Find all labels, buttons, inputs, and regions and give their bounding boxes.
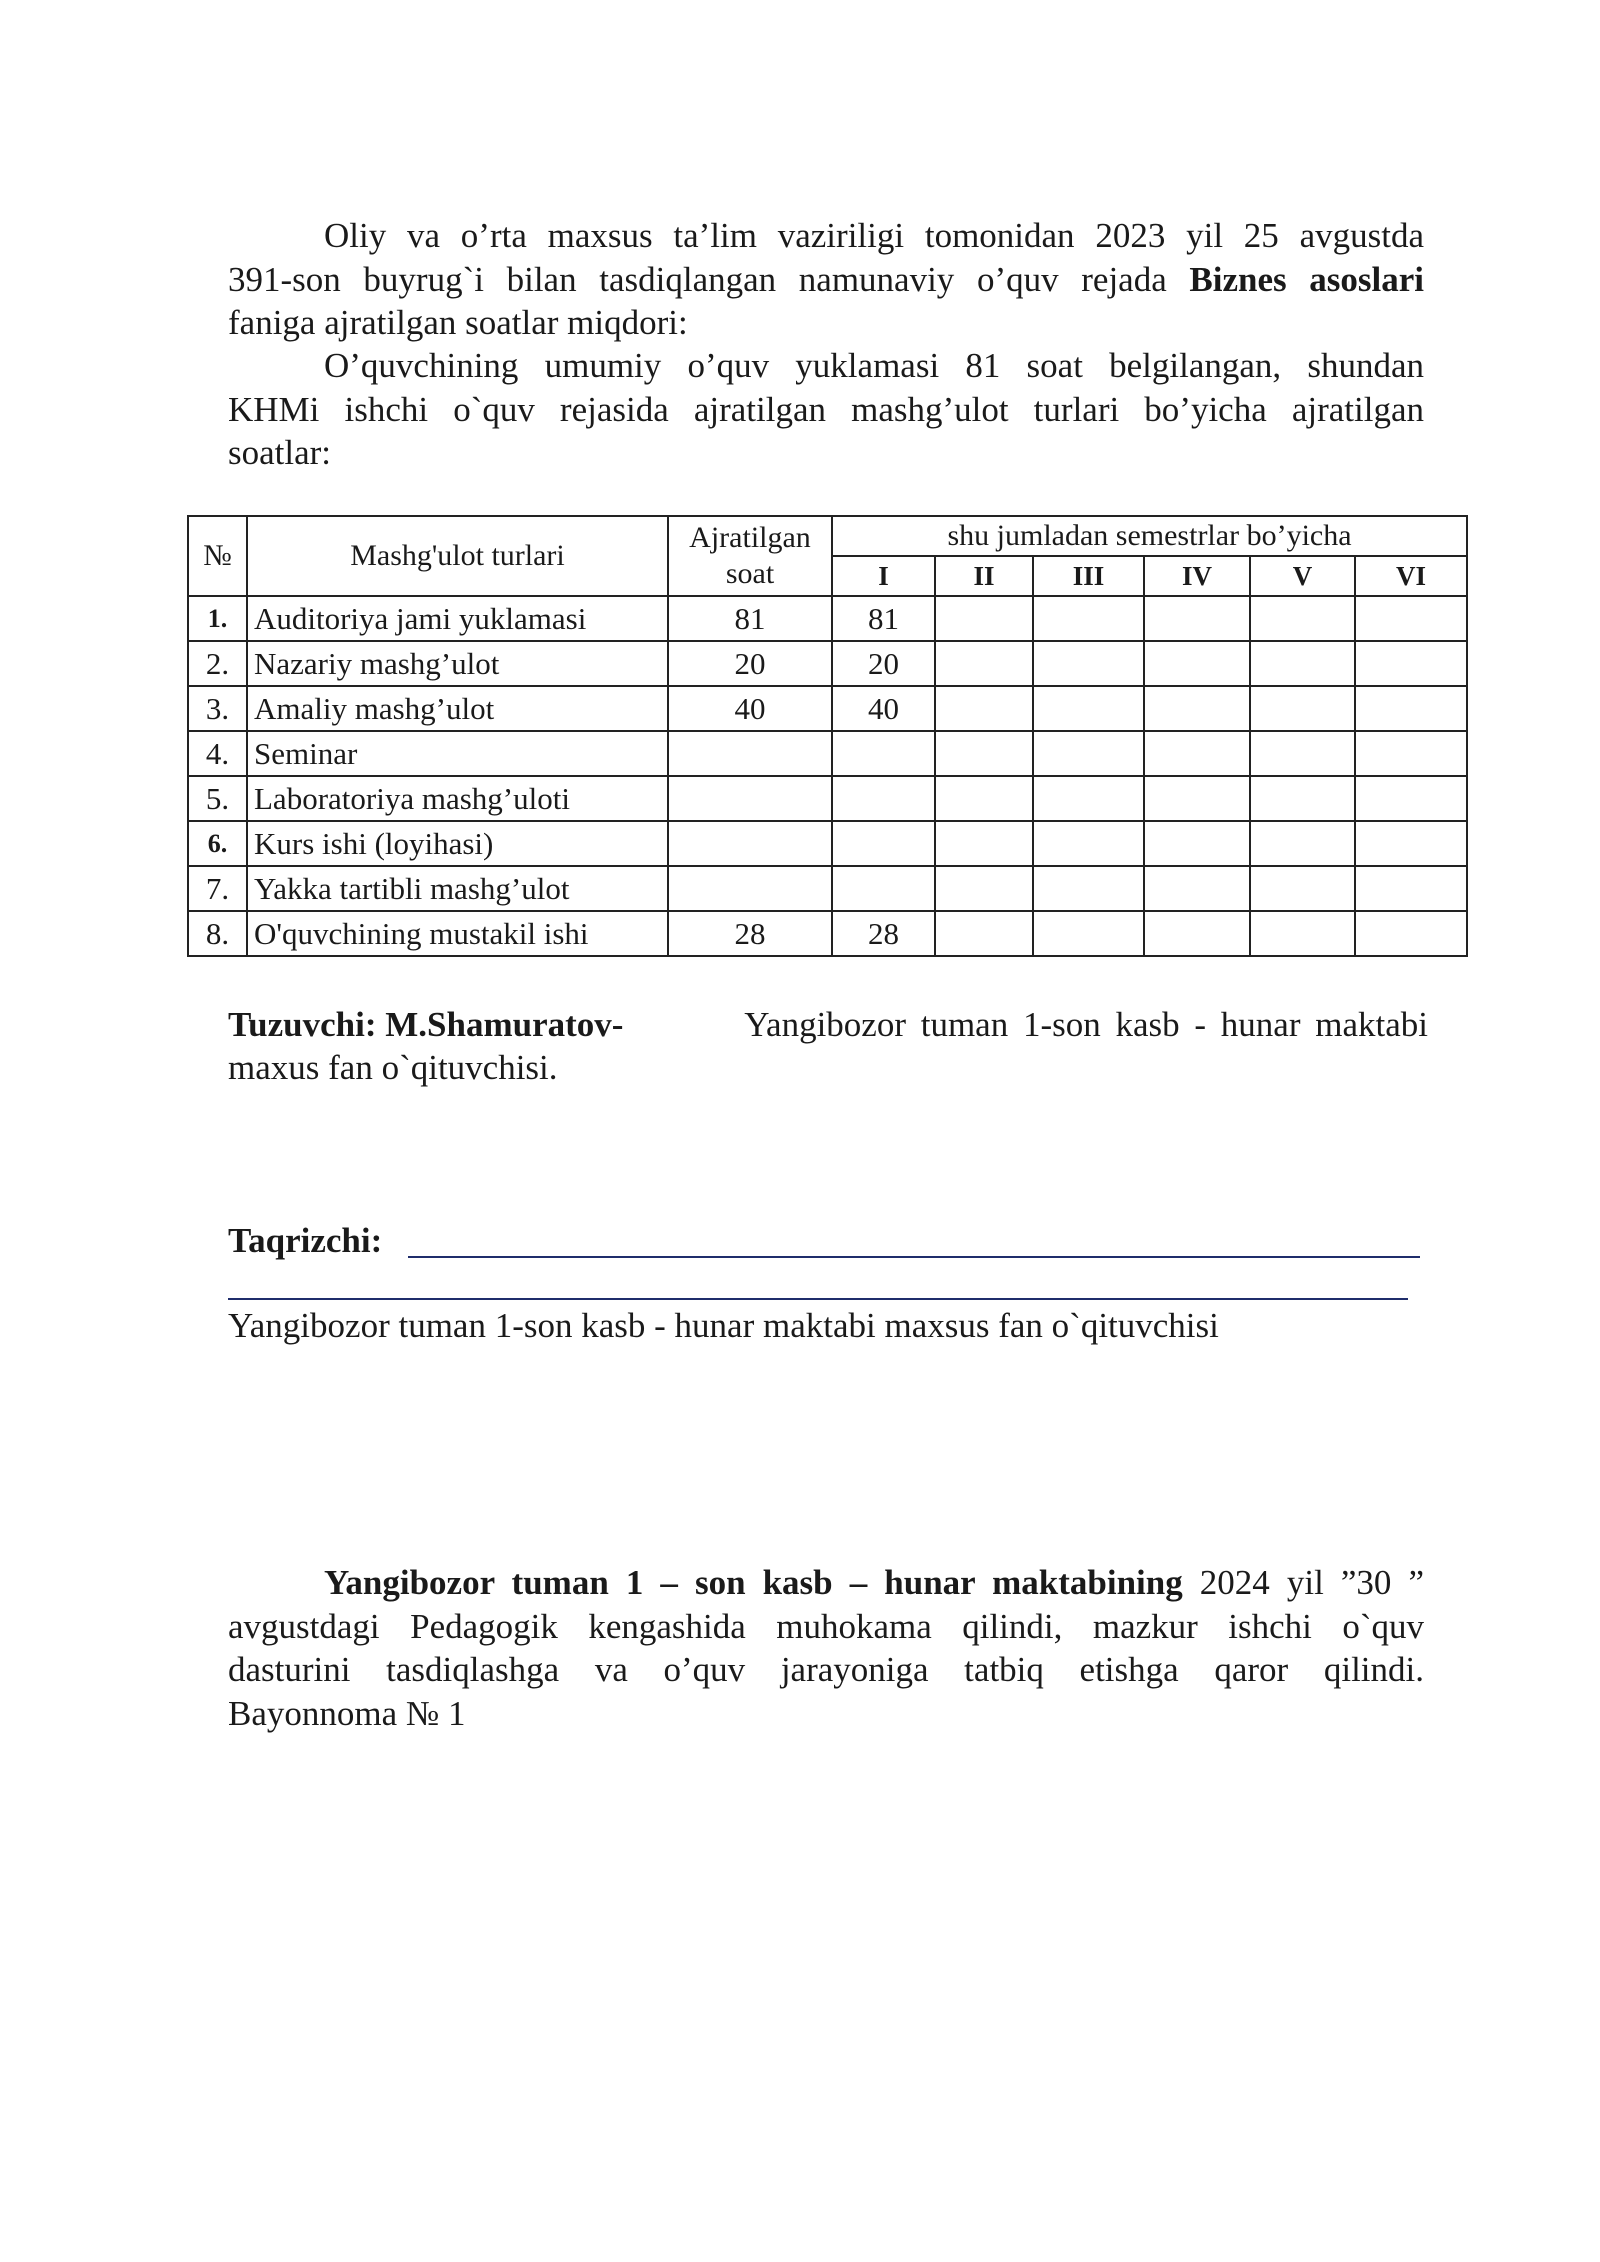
row-semester-1: 20	[832, 641, 935, 686]
table-row	[188, 821, 1467, 866]
row-hours: 20	[668, 641, 832, 686]
row-semester-1: 28	[832, 911, 935, 956]
row-hours	[668, 821, 832, 866]
row-semester-4	[1144, 596, 1250, 641]
author-position: maxus fan o`qituvchisi.	[228, 1048, 558, 1087]
semester-header-6: VI	[1355, 556, 1467, 596]
row-semester-2	[935, 731, 1033, 776]
row-number: 6.	[188, 821, 247, 866]
author-school: Yangibozor tuman 1-son kasb - hunar maktabi	[744, 1005, 1428, 1044]
row-semester-6	[1355, 911, 1467, 956]
row-semester-1	[832, 821, 935, 866]
reviewer-signature-line-2	[228, 1298, 1408, 1300]
row-number: 4.	[188, 731, 247, 776]
row-type: Auditoriya jami yuklamasi	[247, 596, 668, 641]
row-type: Seminar	[247, 731, 668, 776]
row-type: O'quvchining mustakil ishi	[247, 911, 668, 956]
row-hours	[668, 776, 832, 821]
reviewer-label: Taqrizchi:	[228, 1221, 383, 1260]
row-semester-5	[1250, 911, 1355, 956]
row-semester-3	[1033, 821, 1144, 866]
row-semester-5	[1250, 596, 1355, 641]
semester-header-5: V	[1250, 556, 1355, 596]
intro-line-1: Oliy va o’rta maxsus ta’lim vaziriligi tomonidan 2023 yil 25 avgustda	[324, 216, 1424, 255]
row-number: 1.	[188, 596, 247, 641]
row-semester-3	[1033, 776, 1144, 821]
row-semester-4	[1144, 641, 1250, 686]
table-row	[188, 596, 1467, 641]
row-semester-4	[1144, 821, 1250, 866]
approval-date: 2024 yil ”30 ”	[1182, 1563, 1424, 1602]
approval-line-3: dasturini tasdiqlashga va o’quv jarayoniga tatbiq etishga qaror qilindi.	[228, 1650, 1424, 1689]
row-type: Laboratoriya mashg’uloti	[247, 776, 668, 821]
row-number: 2.	[188, 641, 247, 686]
row-semester-1	[832, 731, 935, 776]
subject-name: Biznes asoslari	[1189, 259, 1424, 299]
row-semester-2	[935, 911, 1033, 956]
table-row	[188, 686, 1467, 731]
approval-paragraph	[228, 1561, 1424, 1735]
row-hours	[668, 731, 832, 776]
intro-paragraph	[228, 214, 1424, 345]
row-semester-3	[1033, 911, 1144, 956]
row-type: Kurs ishi (loyihasi)	[247, 821, 668, 866]
reviewer-signature-line	[408, 1256, 1420, 1258]
row-semester-2	[935, 776, 1033, 821]
row-number: 3.	[188, 686, 247, 731]
row-semester-5	[1250, 866, 1355, 911]
hours-table	[187, 515, 1468, 957]
row-type: Yakka tartibli mashg’ulot	[247, 866, 668, 911]
col-hours-header	[668, 516, 832, 596]
table-row	[188, 866, 1467, 911]
semester-header-1: I	[832, 556, 935, 596]
row-semester-3	[1033, 866, 1144, 911]
col-hours-header-line1: Ajratilgan	[689, 521, 811, 554]
table-row	[188, 641, 1467, 686]
approval-line-2: avgustdagi Pedagogik kengashida muhokama qilindi, mazkur ishchi o`quv	[228, 1606, 1424, 1646]
col-semesters-header: shu jumladan semestrlar bo’yicha	[832, 516, 1467, 556]
table-row	[188, 776, 1467, 821]
row-semester-2	[935, 596, 1033, 641]
row-semester-1: 40	[832, 686, 935, 731]
row-semester-4	[1144, 686, 1250, 731]
reviewer-position: Yangibozor tuman 1-son kasb - hunar maktabi maxsus fan o`qituvchisi	[228, 1306, 1219, 1345]
semester-header-2: II	[935, 556, 1033, 596]
intro-line-3: faniga ajratilgan soatlar miqdori:	[228, 303, 688, 342]
row-semester-3	[1033, 641, 1144, 686]
row-semester-5	[1250, 776, 1355, 821]
col-hours-header-line2: soat	[725, 557, 775, 590]
table-row	[188, 911, 1467, 956]
col-type-header: Mashg'ulot turlari	[247, 516, 668, 596]
row-hours: 81	[668, 596, 832, 641]
row-number: 5.	[188, 776, 247, 821]
row-semester-1	[832, 866, 935, 911]
intro-line-2: 391-son buyrug`i bilan tasdiqlangan namunaviy o’quv rejada	[228, 259, 1190, 299]
row-semester-6	[1355, 641, 1467, 686]
row-semester-6	[1355, 686, 1467, 731]
row-semester-4	[1144, 911, 1250, 956]
row-semester-5	[1250, 731, 1355, 776]
workload-line-1: O’quvchining umumiy o’quv yuklamasi 81 soat belgilangan, shundan	[324, 346, 1424, 385]
author-block	[228, 1003, 1428, 1089]
workload-line-3: soatlar:	[228, 433, 332, 472]
row-semester-6	[1355, 731, 1467, 776]
row-semester-3	[1033, 596, 1144, 641]
row-semester-5	[1250, 686, 1355, 731]
row-semester-4	[1144, 866, 1250, 911]
row-semester-2	[935, 641, 1033, 686]
row-number: 8.	[188, 911, 247, 956]
row-semester-1	[832, 776, 935, 821]
semester-header-3: III	[1033, 556, 1144, 596]
workload-paragraph	[228, 344, 1424, 475]
row-semester-6	[1355, 821, 1467, 866]
row-semester-1: 81	[832, 596, 935, 641]
row-hours: 40	[668, 686, 832, 731]
workload-line-2: KHMi ishchi o`quv rejasida ajratilgan mashg’ulot turlari bo’yicha ajratilgan	[228, 389, 1424, 429]
row-semester-4	[1144, 731, 1250, 776]
semester-header-4: IV	[1144, 556, 1250, 596]
row-semester-2	[935, 866, 1033, 911]
table-row	[188, 731, 1467, 776]
row-hours	[668, 866, 832, 911]
author-label: Tuzuvchi: M.Shamuratov-	[228, 1005, 624, 1044]
row-semester-2	[935, 821, 1033, 866]
row-type: Amaliy mashg’ulot	[247, 686, 668, 731]
col-number-header: №	[188, 516, 247, 596]
approval-school: Yangibozor tuman 1 – son kasb – hunar maktabining	[324, 1563, 1183, 1602]
row-hours: 28	[668, 911, 832, 956]
row-semester-6	[1355, 776, 1467, 821]
row-semester-3	[1033, 686, 1144, 731]
row-semester-5	[1250, 641, 1355, 686]
row-semester-5	[1250, 821, 1355, 866]
row-semester-6	[1355, 596, 1467, 641]
row-semester-2	[935, 686, 1033, 731]
row-semester-6	[1355, 866, 1467, 911]
protocol-number: Bayonnoma № 1	[228, 1693, 466, 1733]
row-semester-3	[1033, 731, 1144, 776]
row-type: Nazariy mashg’ulot	[247, 641, 668, 686]
row-semester-4	[1144, 776, 1250, 821]
row-number: 7.	[188, 866, 247, 911]
